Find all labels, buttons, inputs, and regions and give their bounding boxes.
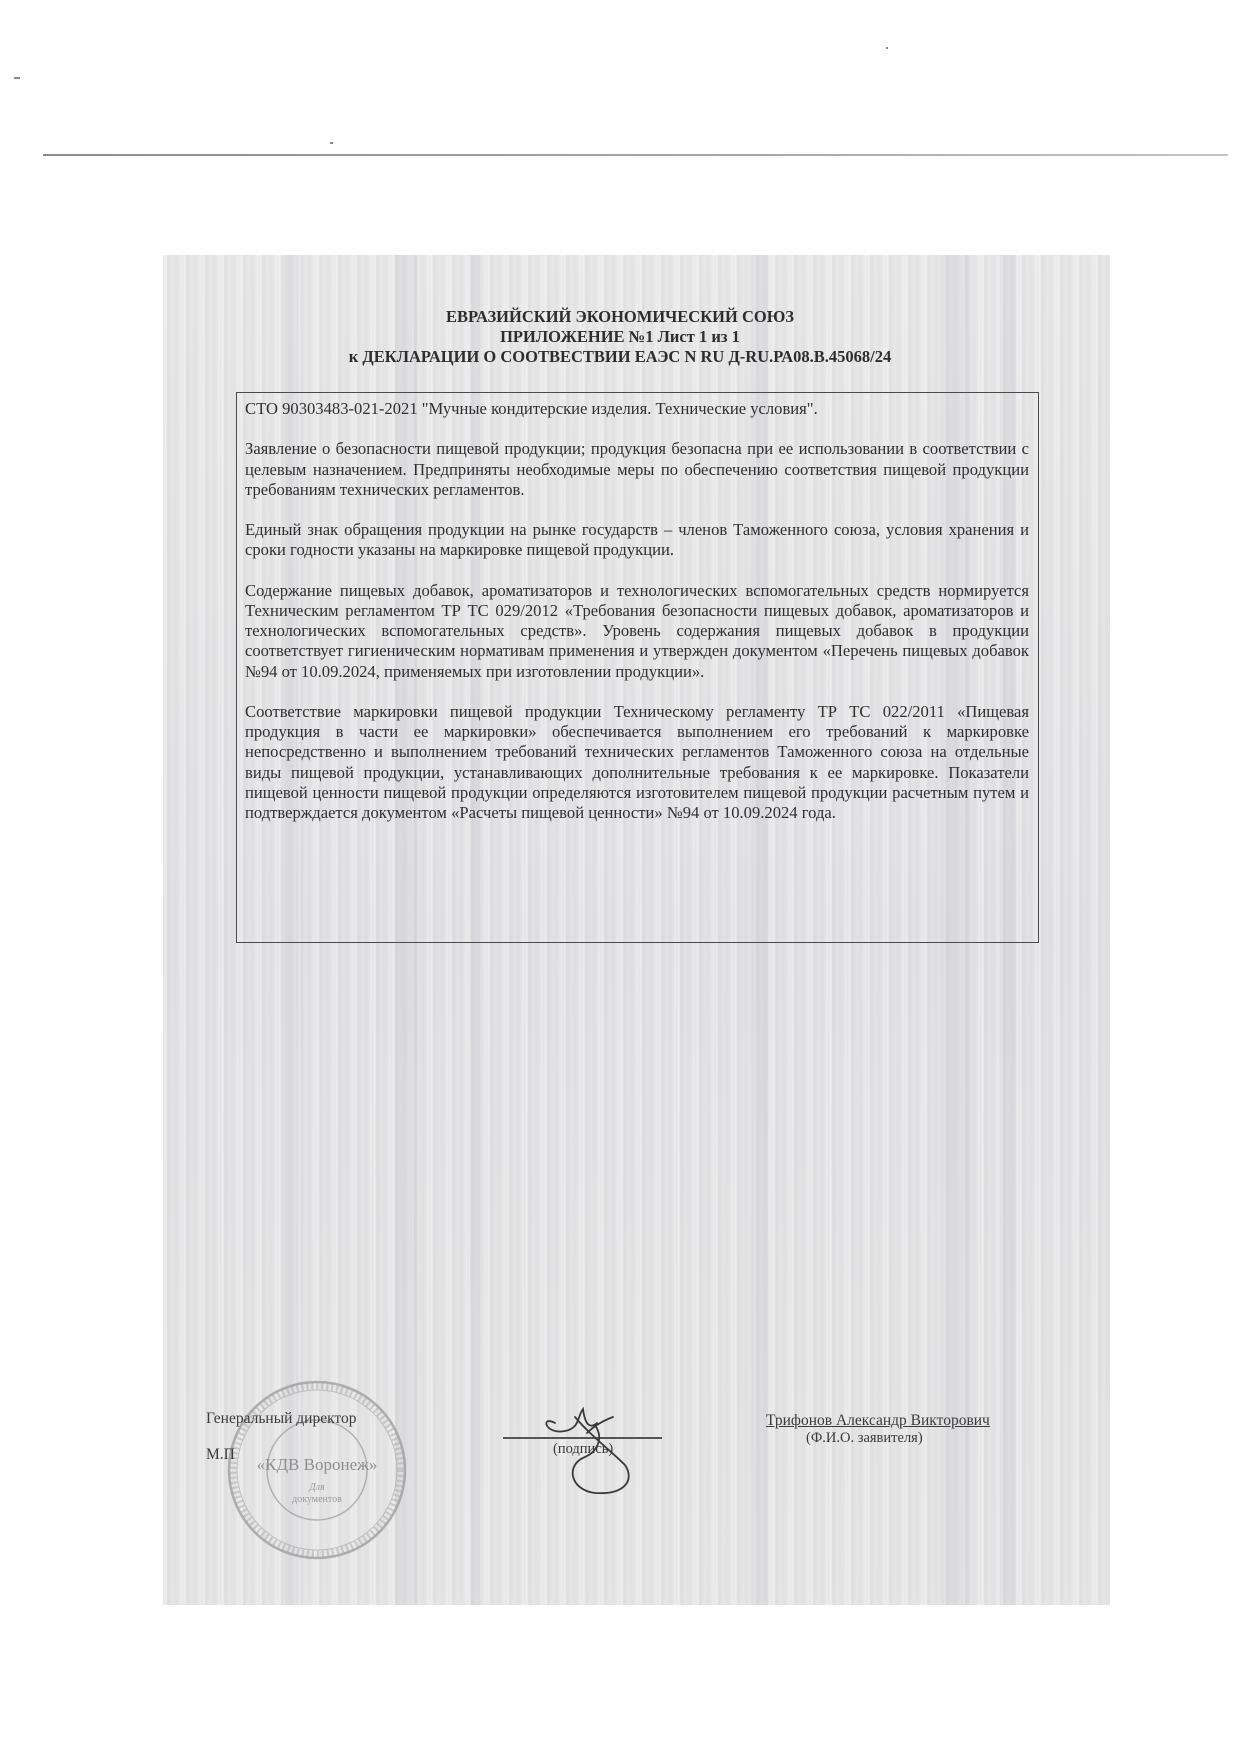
market-sign-paragraph: Единый знак обращения продукции на рынке государств – членов Таможенного союза, условия хранения и сроки годности указаны на маркировке пищевой продукции.: [245, 520, 1029, 560]
header-declaration-number: к ДЕКЛАРАЦИИ О СООТВЕСТВИИ ЕАЭС N RU Д-RU.РА08.В.45068/24: [348, 347, 892, 366]
seal-place-label: М.П: [206, 1446, 235, 1463]
safety-statement-paragraph: Заявление о безопасности пищевой продукции; продукция безопасна при ее использовании в соответствии с целевым назначением. Предприняты необходимые меры по обеспечению соответствия пищевой продукции требованиям технических регламентов.: [245, 439, 1029, 499]
stamp-center-text: «КДВ Воронеж»: [256, 1455, 378, 1474]
stamp-subtext-1: Для: [309, 1482, 325, 1493]
header-union-title: ЕВРАЗИЙСКИЙ ЭКОНОМИЧЕСКИЙ СОЮЗ: [445, 307, 794, 326]
applicant-name-caption: (Ф.И.О. заявителя): [806, 1430, 923, 1446]
director-position-label: Генеральный директор: [206, 1410, 357, 1427]
company-seal-stamp: [222, 1375, 412, 1565]
labeling-paragraph: Соответствие маркировки пищевой продукции Техническому регламенту ТР ТС 022/2011 «Пищевая продукция в части ее маркировки» обеспечивается выполнением его требований к маркировке непосредственно и выполнением требований технических регламентов Таможенного союза на отдельные виды пищевой продукции, устанавливающих дополнительные требования к ее маркировке. Показатели пищевой ценности пищевой продукции определяются изготовителем пищевой продукции расчетным путем и подтверждается документом «Расчеты пищевой ценности» №94 от 10.09.2024 года.: [245, 701, 1029, 822]
stamp-subtext-2: документов: [292, 1494, 342, 1505]
signature-caption: (подпись): [553, 1441, 614, 1457]
additives-paragraph: Содержание пищевых добавок, ароматизаторов и технологических вспомогательных средств нормируется Техническим регламентом ТР ТС 029/2012 «Требования безопасности пищевых добавок, ароматизаторов и технологических вспомогательных средств». Уровень содержания пищевых добавок в продукции соответствует гигиеническим нормативам применения и утвержден документом «Перечень пищевых добавок №94 от 10.09.2024, применяемых при изготовлении продукции».: [245, 580, 1029, 681]
applicant-name: Трифонов Александр Викторович: [766, 1412, 990, 1429]
handwritten-signature: [535, 1395, 670, 1500]
standard-reference: СТО 90303483-021-2021 "Мучные кондитерские изделия. Технические условия".: [245, 399, 818, 418]
header-appendix-title: ПРИЛОЖЕНИЕ №1 Лист 1 из 1: [500, 327, 740, 346]
